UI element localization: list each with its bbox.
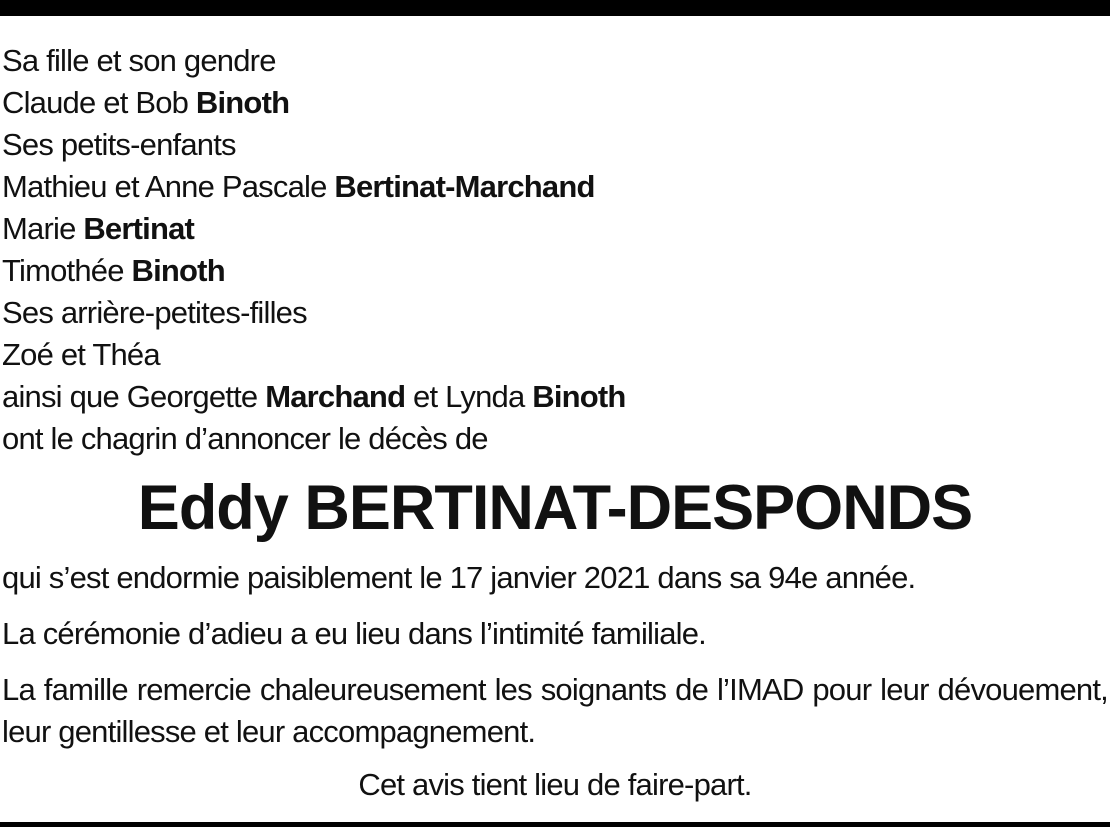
- family-line: [2, 250, 1108, 292]
- family-line: [2, 292, 1108, 334]
- family-line-text: Claude et Bob: [2, 85, 196, 120]
- relatives-surname-2: Binoth: [532, 379, 626, 414]
- family-line: [2, 334, 1108, 376]
- family-line-text: Mathieu et Anne Pascale: [2, 169, 335, 204]
- relatives-text-1: ainsi que Georgette: [2, 379, 266, 414]
- family-line: [2, 82, 1108, 124]
- family-line-surname: Binoth: [131, 253, 225, 288]
- family-line: [2, 208, 1108, 250]
- family-line-text: Timothée: [2, 253, 132, 288]
- ceremony-statement: La cérémonie d’adieu a eu lieu dans l’intimité familiale.: [2, 616, 706, 651]
- relatives-line: [2, 376, 1108, 418]
- relatives-surname-1: Marchand: [265, 379, 406, 414]
- family-list: [2, 40, 1108, 460]
- family-line-text: Sa fille et son gendre: [2, 43, 276, 78]
- announcement-line: ont le chagrin d’annoncer le décès de: [2, 421, 488, 456]
- footer-note: Cet avis tient lieu de faire-part.: [358, 767, 752, 802]
- family-line-text: Zoé et Théa: [2, 337, 160, 372]
- family-line-text: Marie: [2, 211, 84, 246]
- top-border: [0, 0, 1110, 16]
- passing-statement: qui s’est endormie paisiblement le 17 janvier 2021 dans sa 94e année.: [2, 560, 916, 595]
- family-line: [2, 124, 1108, 166]
- deceased-name: Eddy BERTINAT-DESPONDS: [137, 473, 973, 543]
- family-line-text: Ses arrière-petites-filles: [2, 295, 307, 330]
- family-line: [2, 166, 1108, 208]
- family-line: [2, 40, 1108, 82]
- family-line-text: Ses petits-enfants: [2, 127, 236, 162]
- bottom-border: [0, 822, 1110, 827]
- relatives-text-2: et Lynda: [405, 379, 533, 414]
- family-line-surname: Bertinat: [83, 211, 195, 246]
- family-line-surname: Bertinat-Marchand: [334, 169, 595, 204]
- thanks-statement: La famille remercie chaleureusement les soignants de l’IMAD pour leur dévouement, leur gentillesse et leur accompagnement.: [2, 672, 1108, 749]
- family-line-surname: Binoth: [195, 85, 290, 120]
